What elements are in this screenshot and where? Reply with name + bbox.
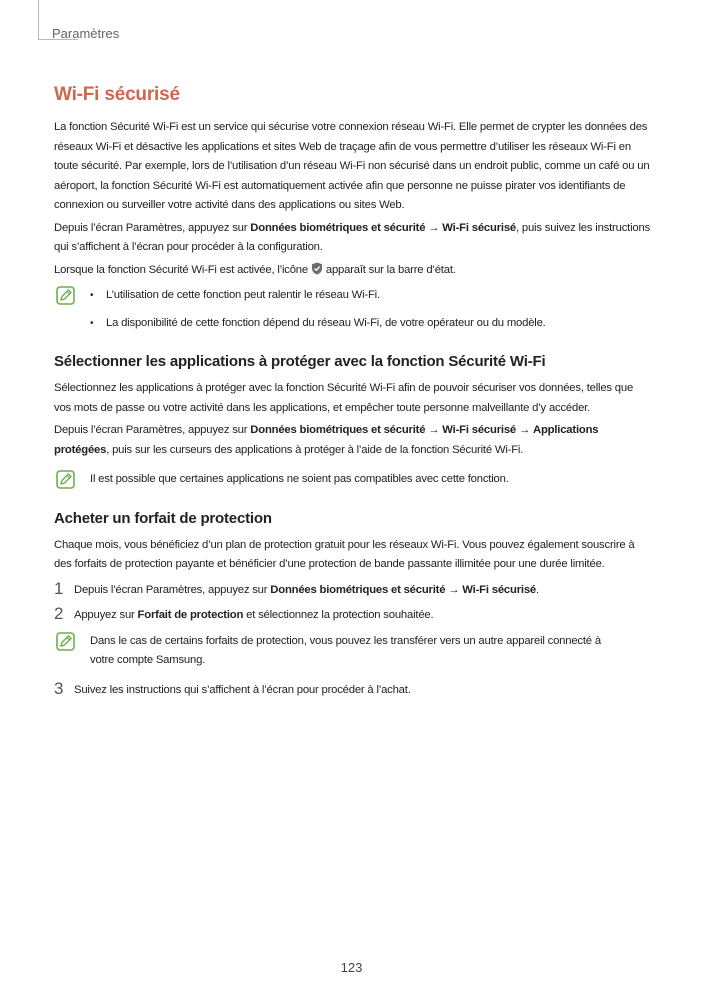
step-1: [54, 578, 650, 601]
bullet-text: La disponibilité de cette fonction dépend du réseau Wi-Fi, de votre opérateur ou du modèle.: [106, 316, 546, 329]
intro-paragraph-2: [54, 219, 650, 258]
intro-paragraph-3: [54, 261, 650, 281]
arrow-glyph: →: [425, 424, 443, 436]
note-bullet-1: [90, 286, 650, 306]
step-2: [54, 606, 650, 626]
text-run: Appuyez sur: [74, 609, 138, 621]
note-pencil-icon: [56, 286, 75, 305]
arrow-glyph: →: [445, 583, 463, 596]
text-run: et sélectionnez la protection souhaitée.: [243, 609, 434, 621]
note-bullet-2: [90, 314, 650, 334]
note-section1: [54, 470, 650, 490]
page-number: 123: [340, 960, 363, 975]
bullet-text: L’utilisation de cette fonction peut ralentir le réseau Wi-Fi.: [106, 289, 380, 301]
step-3: [54, 678, 650, 701]
step-number: 2: [54, 604, 64, 623]
menu-path-biometrics: Données biométriques et sécurité: [250, 221, 426, 234]
text-run: Depuis l’écran Paramètres, appuyez sur: [54, 221, 251, 234]
note-text: Il est possible que certaines applications ne soient pas compatibles avec cette fonction.: [90, 473, 509, 485]
step-text: [74, 581, 650, 601]
running-header: Paramètres: [52, 26, 120, 41]
bullet-dot: •: [90, 290, 94, 301]
text-run: Lorsque la fonction Sécurité Wi-Fi est activée, l’icône: [54, 263, 311, 276]
intro-paragraph-1: La fonction Sécurité Wi-Fi est un service qui sécurise votre connexion réseau Wi-Fi. Elle permet de crypter les données des réseaux Wi-Fi et désactive les applications et sites Web de traçage afin de vous permettre d’utiliser les réseaux Wi-Fi en toute sécurité. Par exemple, lors de l’utilisation d’un réseau Wi-Fi non sécurisé dans un endroit public, comme un café ou un aéroport, la fonction Sécurité Wi-Fi est automatiquement activée afin que personne ne puisse pirater vos identifiants de connexion ou surveiller votre activité dans des applications ou sites Web.: [54, 121, 650, 211]
menu-path-secure-wifi: Wi-Fi sécurisé: [442, 424, 516, 436]
shield-icon: [311, 262, 323, 275]
menu-path-biometrics: Données biométriques et sécurité: [270, 583, 446, 596]
section1-paragraph-2: [54, 421, 650, 460]
note-pencil-icon: [56, 632, 75, 651]
text-run: , puis sur les curseurs des applications à protéger à l’aide de la fonction Sécurité Wi-Fi.: [106, 443, 524, 456]
text-run: .: [536, 583, 539, 596]
arrow-glyph: →: [516, 424, 533, 436]
text-run: Depuis l’écran Paramètres, appuyez sur: [54, 424, 251, 436]
menu-path-secure-wifi: Wi-Fi sécurisé: [442, 221, 516, 234]
text-run: apparaît sur la barre d’état.: [322, 263, 456, 276]
menu-path-protected-apps: Applications protégées: [54, 424, 599, 456]
note-step-2: [54, 632, 650, 671]
menu-path-secure-wifi: Wi-Fi sécurisé: [462, 583, 536, 596]
note-intro: [54, 286, 650, 333]
section-title-select-apps: Sélectionner les applications à protéger avec la fonction Sécurité Wi-Fi: [54, 353, 546, 370]
section1-paragraph-1: Sélectionnez les applications à protéger avec la fonction Sécurité Wi-Fi afin de pouvoir sécuriser vos données, telles que vos mots de passe ou votre activité dans les applications, et empêcher toute personne malveillante d’y accéder.: [54, 382, 634, 414]
note-text: Dans le cas de certains forfaits de protection, vous pouvez les transférer vers un autre appareil connecté à votre compte Samsung.: [90, 634, 601, 666]
header-rule-vertical: [38, 0, 39, 40]
note-pencil-icon: [56, 470, 75, 489]
page-title: Wi-Fi sécurisé: [54, 84, 180, 105]
step-number: 3: [54, 678, 64, 698]
step-text: [74, 606, 650, 626]
section2-paragraph-1: Chaque mois, vous bénéficiez d’un plan de protection gratuit pour les réseaux Wi-Fi. Vous pouvez également souscrire à des forfaits de protection payante et bénéficier d’une protection de bande passante illimitée pour une durée limitée.: [54, 538, 635, 570]
page-content: [54, 84, 650, 700]
text-run: , puis suivez les instructions qui s’affichent à l’écran pour procéder à la configuration.: [54, 221, 651, 253]
menu-path-biometrics: Données biométriques et sécurité: [250, 424, 426, 436]
step-text: Suivez les instructions qui s’affichent à l’écran pour procéder à l’achat.: [74, 683, 411, 696]
section-title-buy-plan: Acheter un forfait de protection: [54, 509, 272, 527]
menu-path-protection-plan: Forfait de protection: [137, 609, 244, 621]
bullet-dot: •: [90, 317, 94, 329]
arrow-glyph: →: [425, 221, 443, 234]
text-run: Depuis l’écran Paramètres, appuyez sur: [74, 583, 271, 596]
step-number: 1: [54, 578, 64, 598]
